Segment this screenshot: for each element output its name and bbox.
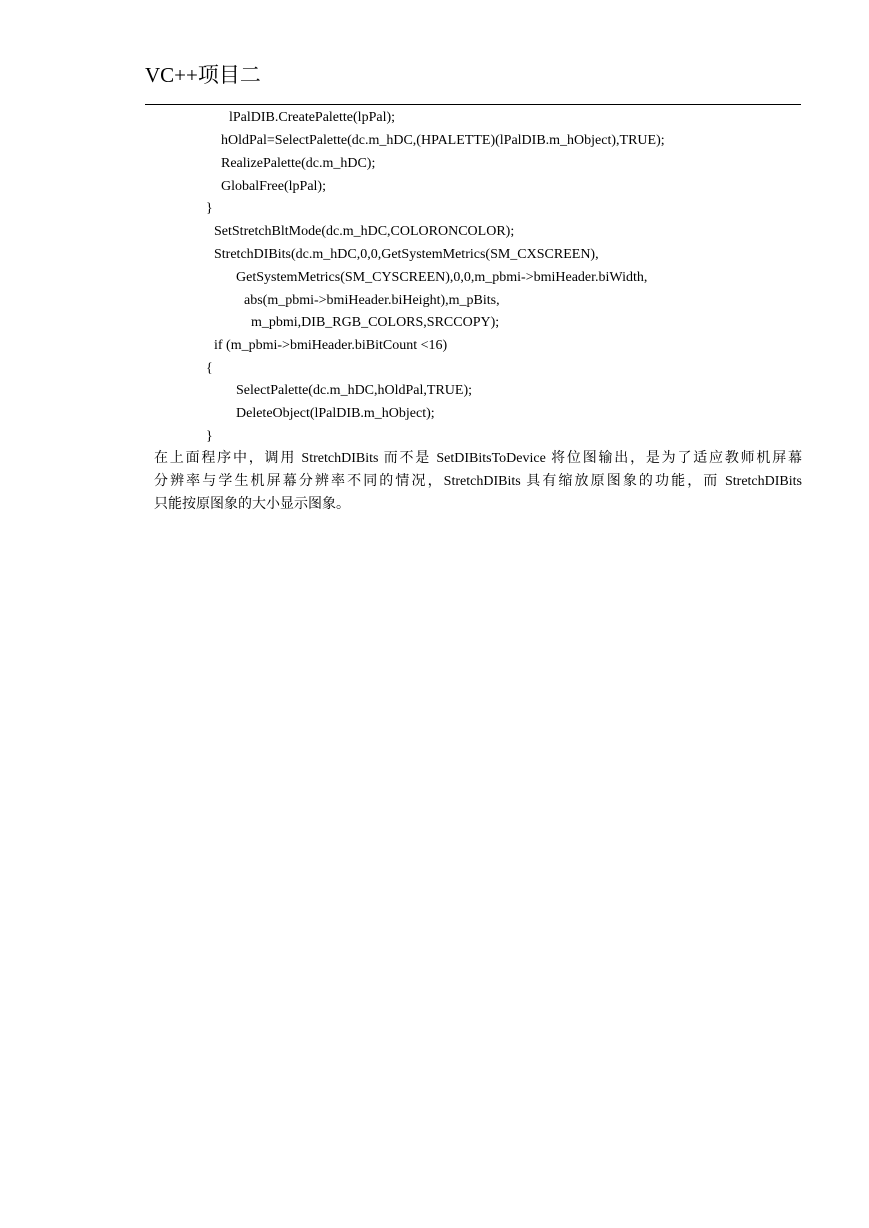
code-line: SetStretchBltMode(dc.m_hDC,COLORONCOLOR); — [214, 224, 515, 239]
header-rule — [145, 104, 801, 105]
code-line: { — [206, 361, 213, 376]
body-paragraph-line: 分辨率与学生机屏幕分辨率不同的情况，StretchDIBits 具有缩放原图象的功能，而 StretchDIBits — [154, 474, 802, 489]
code-line: DeleteObject(lPalDIB.m_hObject); — [236, 406, 435, 421]
code-line: GetSystemMetrics(SM_CYSCREEN),0,0,m_pbmi->bmiHeader.biWidth, — [236, 270, 648, 285]
page-header-title: VC++项目二 — [145, 63, 261, 87]
code-line: hOldPal=SelectPalette(dc.m_hDC,(HPALETTE)(lPalDIB.m_hObject),TRUE); — [221, 133, 665, 148]
code-line: if (m_pbmi->bmiHeader.biBitCount <16) — [214, 338, 448, 353]
code-line: GlobalFree(lpPal); — [221, 179, 326, 194]
code-line: } — [206, 429, 213, 444]
code-line: RealizePalette(dc.m_hDC); — [221, 156, 376, 171]
body-paragraph-line: 在上面程序中，调用 StretchDIBits 而不是 SetDIBitsToDevice 将位图输出，是为了适应教师机屏幕 — [154, 451, 802, 466]
code-line: SelectPalette(dc.m_hDC,hOldPal,TRUE); — [236, 383, 473, 398]
code-line: StretchDIBits(dc.m_hDC,0,0,GetSystemMetrics(SM_CXSCREEN), — [214, 247, 599, 262]
code-line: m_pbmi,DIB_RGB_COLORS,SRCCOPY); — [251, 315, 500, 330]
code-line: lPalDIB.CreatePalette(lpPal); — [229, 110, 396, 125]
code-line: } — [206, 201, 213, 216]
code-line: abs(m_pbmi->bmiHeader.biHeight),m_pBits, — [244, 293, 500, 308]
body-paragraph-line: 只能按原图象的大小显示图象。 — [154, 497, 350, 512]
